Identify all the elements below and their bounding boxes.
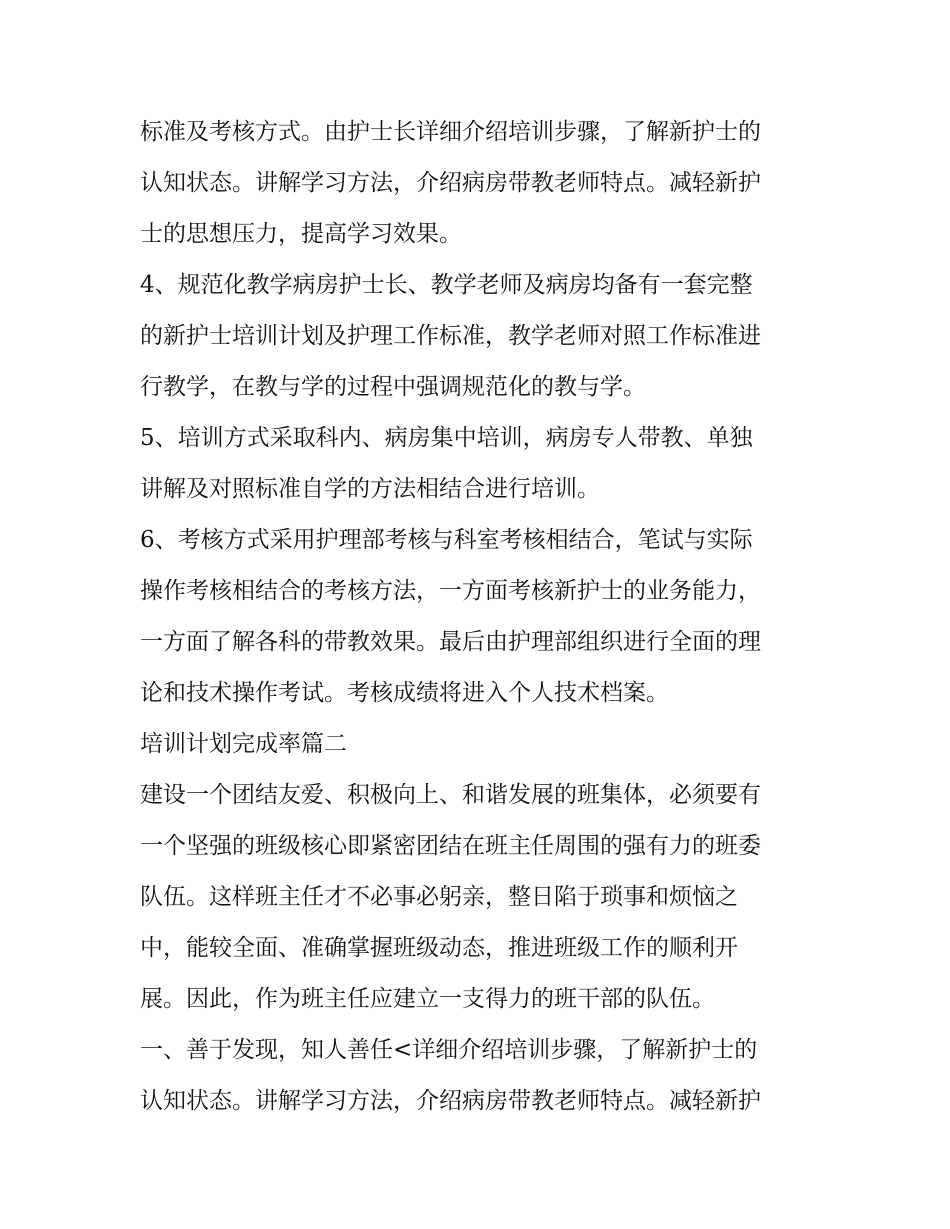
text-line: 一、善于发现，知人善任<详细介绍培训步骤，了解新护士的 (140, 1037, 758, 1063)
text-line: 认知状态。讲解学习方法，介绍病房带教老师特点。减轻新护 (140, 170, 761, 196)
text-line: 一个坚强的班级核心即紧密团结在班主任周围的强有力的班委 (140, 833, 761, 859)
text-line: 的新护士培训计划及护理工作标准，教学老师对照工作标准进 (140, 323, 761, 349)
text-line: 5、培训方式采取科内、病房集中培训，病房专人带教、单独 (140, 425, 753, 451)
text-line: 4、规范化教学病房护士长、教学老师及病房均备有一套完整 (140, 272, 753, 298)
text-line: 认知状态。讲解学习方法，介绍病房带教老师特点。减轻新护 (140, 1088, 761, 1114)
text-line: 士的思想压力，提高学习效果。 (140, 221, 462, 247)
text-line: 论和技术操作考试。考核成绩将进入个人技术档案。 (140, 680, 669, 706)
section-heading: 培训计划完成率篇二 (140, 731, 347, 757)
text-line: 建设一个团结友爱、积极向上、和谐发展的班集体，必须要有 (140, 782, 761, 808)
text-line: 行教学，在教与学的过程中强调规范化的教与学。 (140, 374, 646, 400)
text-line: 6、考核方式采用护理部考核与科室考核相结合，笔试与实际 (140, 527, 753, 553)
text-line: 讲解及对照标准自学的方法相结合进行培训。 (140, 476, 600, 502)
text-line: 标准及考核方式。由护士长详细介绍培训步骤，了解新护士的 (140, 119, 761, 145)
text-line: 展。因此，作为班主任应建立一支得力的班干部的队伍。 (140, 986, 715, 1012)
text-line: 一方面了解各科的带教效果。最后由护理部组织进行全面的理 (140, 629, 761, 655)
text-line: 操作考核相结合的考核方法，一方面考核新护士的业务能力， (140, 578, 761, 604)
text-line: 中，能较全面、准确掌握班级动态，推进班级工作的顺利开 (140, 935, 738, 961)
document-body (140, 107, 820, 1127)
text-line: 队伍。这样班主任才不必事必躬亲，整日陷于琐事和烦恼之 (140, 884, 738, 910)
